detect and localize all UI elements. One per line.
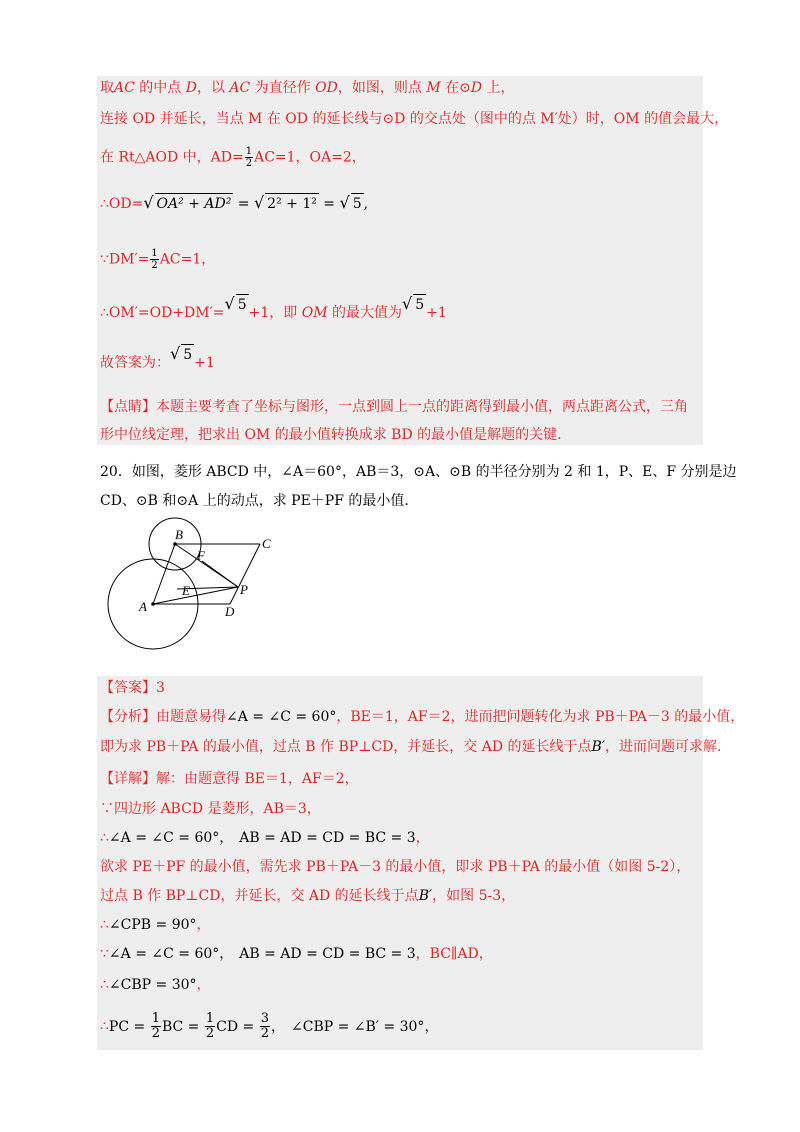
segment-FP — [202, 561, 238, 587]
label-A: A — [139, 599, 147, 614]
solution-line-1: 取AC 的中点 D，以 AC 为直径作 OD，如图，则点 M 在⊙D 上， — [100, 80, 515, 96]
solution-line-3: 在 Rt△AOD 中，AD= $\frac{1}{2}$ AC=1，OA=2， — [100, 146, 366, 169]
solution-line-8: 【点睛】本题主要考查了坐标与图形，一点到圆上一点的距离得到最小值，两点距离公式，三角 — [100, 399, 688, 415]
solution-line-7: 故答案为：√ 5 +1 — [100, 344, 215, 371]
point-B-dot — [173, 542, 177, 546]
label-E: E — [182, 583, 190, 598]
solution-line-4: ∴OD=√ OA² + AD² = √ 2² + 1² = √ 5 , — [100, 193, 369, 212]
side-AB — [153, 544, 175, 604]
analysis-line-1: 【分析】由题意易得∠A = ∠C = 60°，BE＝1，AF＝2，进而把问题转化为求 PB＋PA－3 的最小值， — [100, 709, 745, 725]
question-line-2: CD、⊙B 和⊙A 上的动点，求 PE＋PF 的最小值. — [100, 493, 409, 509]
answer-line: 【答案】3 — [100, 680, 165, 696]
point-A-dot — [151, 602, 155, 606]
question-line-1: 20．如图，菱形 ABCD 中，∠A＝60°，AB＝3，⊙A、⊙B 的半径分别为 2 和 1，P、E、F 分别是边 — [100, 464, 737, 480]
detail-line-2: ∵四边形 ABCD 是菱形，AB＝3， — [100, 801, 321, 817]
geometry-figure — [105, 515, 305, 655]
detail-line-8: ∴∠CBP = 30°， — [100, 977, 211, 993]
analysis-line-2: 即为求 PB＋PA 的最小值，过点 B 作 BP⊥CD，并延长，交 AD 的延长线于点B′，进而问题可求解. — [100, 739, 722, 755]
solution-line-6: ∴OM′=OD+DM′=√ 5 +1，即 OM 的最大值为√ 5 +1 — [100, 294, 447, 321]
detail-line-3: ∴∠A = ∠C = 60°， AB = AD = CD = BC = 3， — [100, 830, 430, 846]
label-P: P — [240, 582, 248, 597]
detail-line-4: 欲求 PE＋PF 的最小值，需先求 PB＋PA－3 的最小值，即求 PB＋PA 的最小值（如图 5-2）， — [100, 859, 691, 875]
label-B: B — [175, 527, 183, 542]
detail-line-5: 过点 B 作 BP⊥CD，并延长，交 AD 的延长线于点B′，如图 5-3， — [100, 888, 516, 904]
solution-line-9: 形中位线定理，把求出 OM 的最小值转换成求 BD 的最小值是解题的关键. — [100, 427, 562, 443]
detail-line-1: 【详解】解：由题意得 BE＝1，AF＝2， — [100, 771, 359, 787]
detail-line-7: ∵∠A = ∠C = 60°， AB = AD = CD = BC = 3，BC∥AD， — [100, 946, 493, 962]
label-D: D — [225, 604, 235, 619]
label-C: C — [262, 536, 271, 551]
solution-line-5: ∵DM′= $\frac{1}{2}$ AC=1， — [100, 248, 216, 271]
detail-line-6: ∴∠CPB = 90°， — [100, 917, 211, 933]
label-F: F — [197, 548, 205, 563]
detail-line-9: ∴PC = $\frac{1}{2}$ BC = $\frac{1}{2}$ CD = $\frac{3}{2}$ ， ∠CBP = ∠B′ = 30°， — [100, 1011, 439, 1041]
solution-line-2: 连接 OD 并延长，当点 M 在 OD 的延长线与⊙D 的交点处（图中的点 M′处）时，OM 的值会最大， — [100, 111, 729, 127]
